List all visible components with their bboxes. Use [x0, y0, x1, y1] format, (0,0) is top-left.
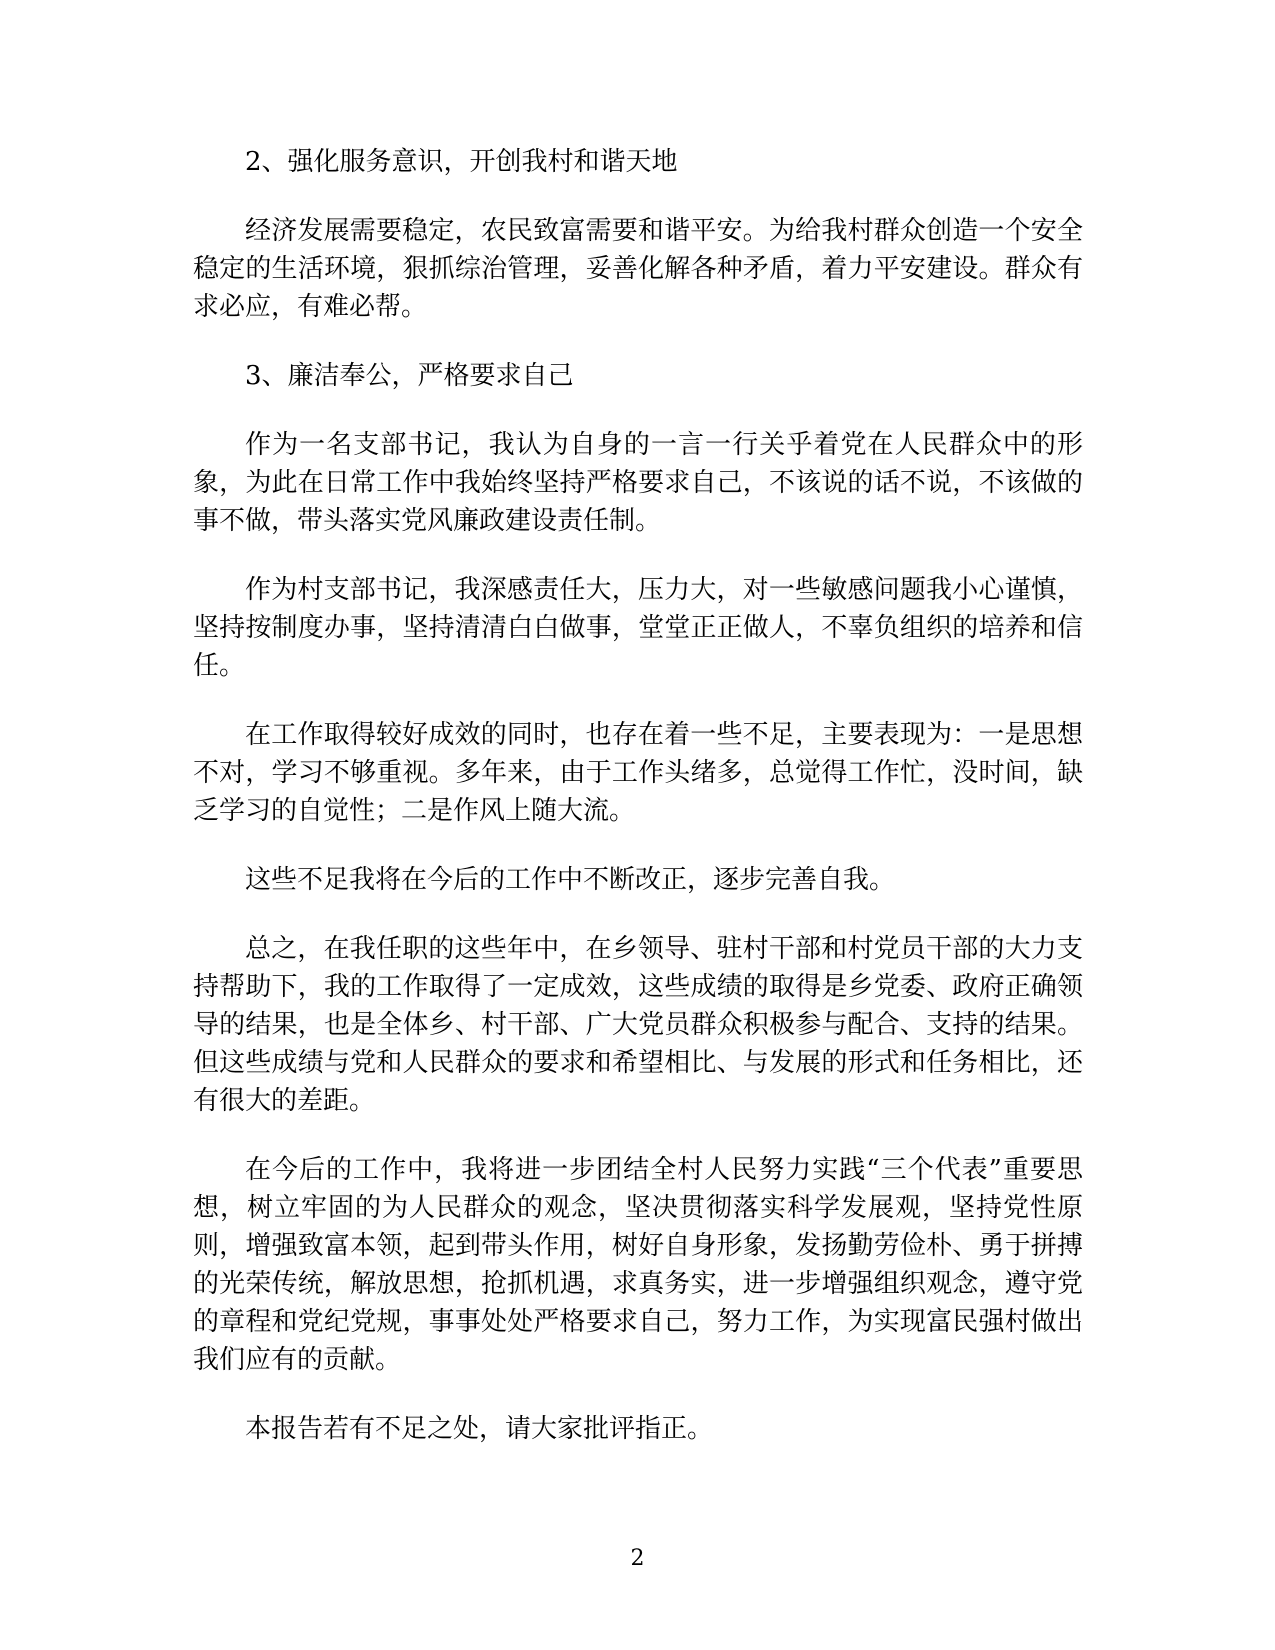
paragraph-party-secretary-image: 作为一名支部书记，我认为自身的一言一行关乎着党在人民群众中的形象，为此在日常工作中我始终坚持严格要求自己，不该说的话不说，不该做的事不做，带头落实党风廉政建设责任制。 — [193, 430, 1083, 536]
section-heading-service: 2、强化服务意识，开创我村和谐天地 — [245, 147, 678, 177]
page-number: 2 — [630, 1546, 645, 1571]
paragraph-future-work: 在今后的工作中，我将进一步团结全村人民努力实践“三个代表”重要思想，树立牢固的为人民群众的观念，坚决贯彻落实科学发展观，坚持党性原则，增强致富本领，起到带头作用，树好自身形象，发扬勤劳俭朴、勇于拼搏的光荣传统，解放思想，抢抓机遇，求真务实，进一步增强组织观念，遵守党的章程和党纪党规，事事处处严格要求自己，努力工作，为实现富民强村做出我们应有的贡献。 — [193, 1155, 1083, 1375]
paragraph-shortcomings: 在工作取得较好成效的同时，也存在着一些不足，主要表现为：一是思想不对，学习不够重视。多年来，由于工作头绪多，总觉得工作忙，没时间，缺乏学习的自觉性；二是作风上随大流。 — [193, 720, 1083, 826]
document-body — [193, 143, 1083, 1479]
paragraph-closing: 本报告若有不足之处，请大家批评指正。 — [245, 1414, 714, 1444]
paragraph-responsibility: 作为村支部书记，我深感责任大，压力大，对一些敏感问题我小心谨慎，坚持按制度办事，坚持清清白白做事，堂堂正正做人，不辜负组织的培养和信任。 — [193, 575, 1083, 681]
section-heading-integrity: 3、廉洁奉公，严格要求自己 — [245, 361, 574, 391]
paragraph-improvement: 这些不足我将在今后的工作中不断改正，逐步完善自我。 — [245, 865, 896, 895]
paragraph-stability: 经济发展需要稳定，农民致富需要和谐平安。为给我村群众创造一个安全稳定的生活环境，狠抓综治管理，妥善化解各种矛盾，着力平安建设。群众有求必应，有难必帮。 — [193, 216, 1083, 322]
paragraph-summary: 总之，在我任职的这些年中，在乡领导、驻村干部和村党员干部的大力支持帮助下，我的工作取得了一定成效，这些成绩的取得是乡党委、政府正确领导的结果，也是全体乡、村干部、广大党员群众积极参与配合、支持的结果。但这些成绩与党和人民群众的要求和希望相比、与发展的形式和任务相比，还有很大的差距。 — [193, 934, 1083, 1116]
